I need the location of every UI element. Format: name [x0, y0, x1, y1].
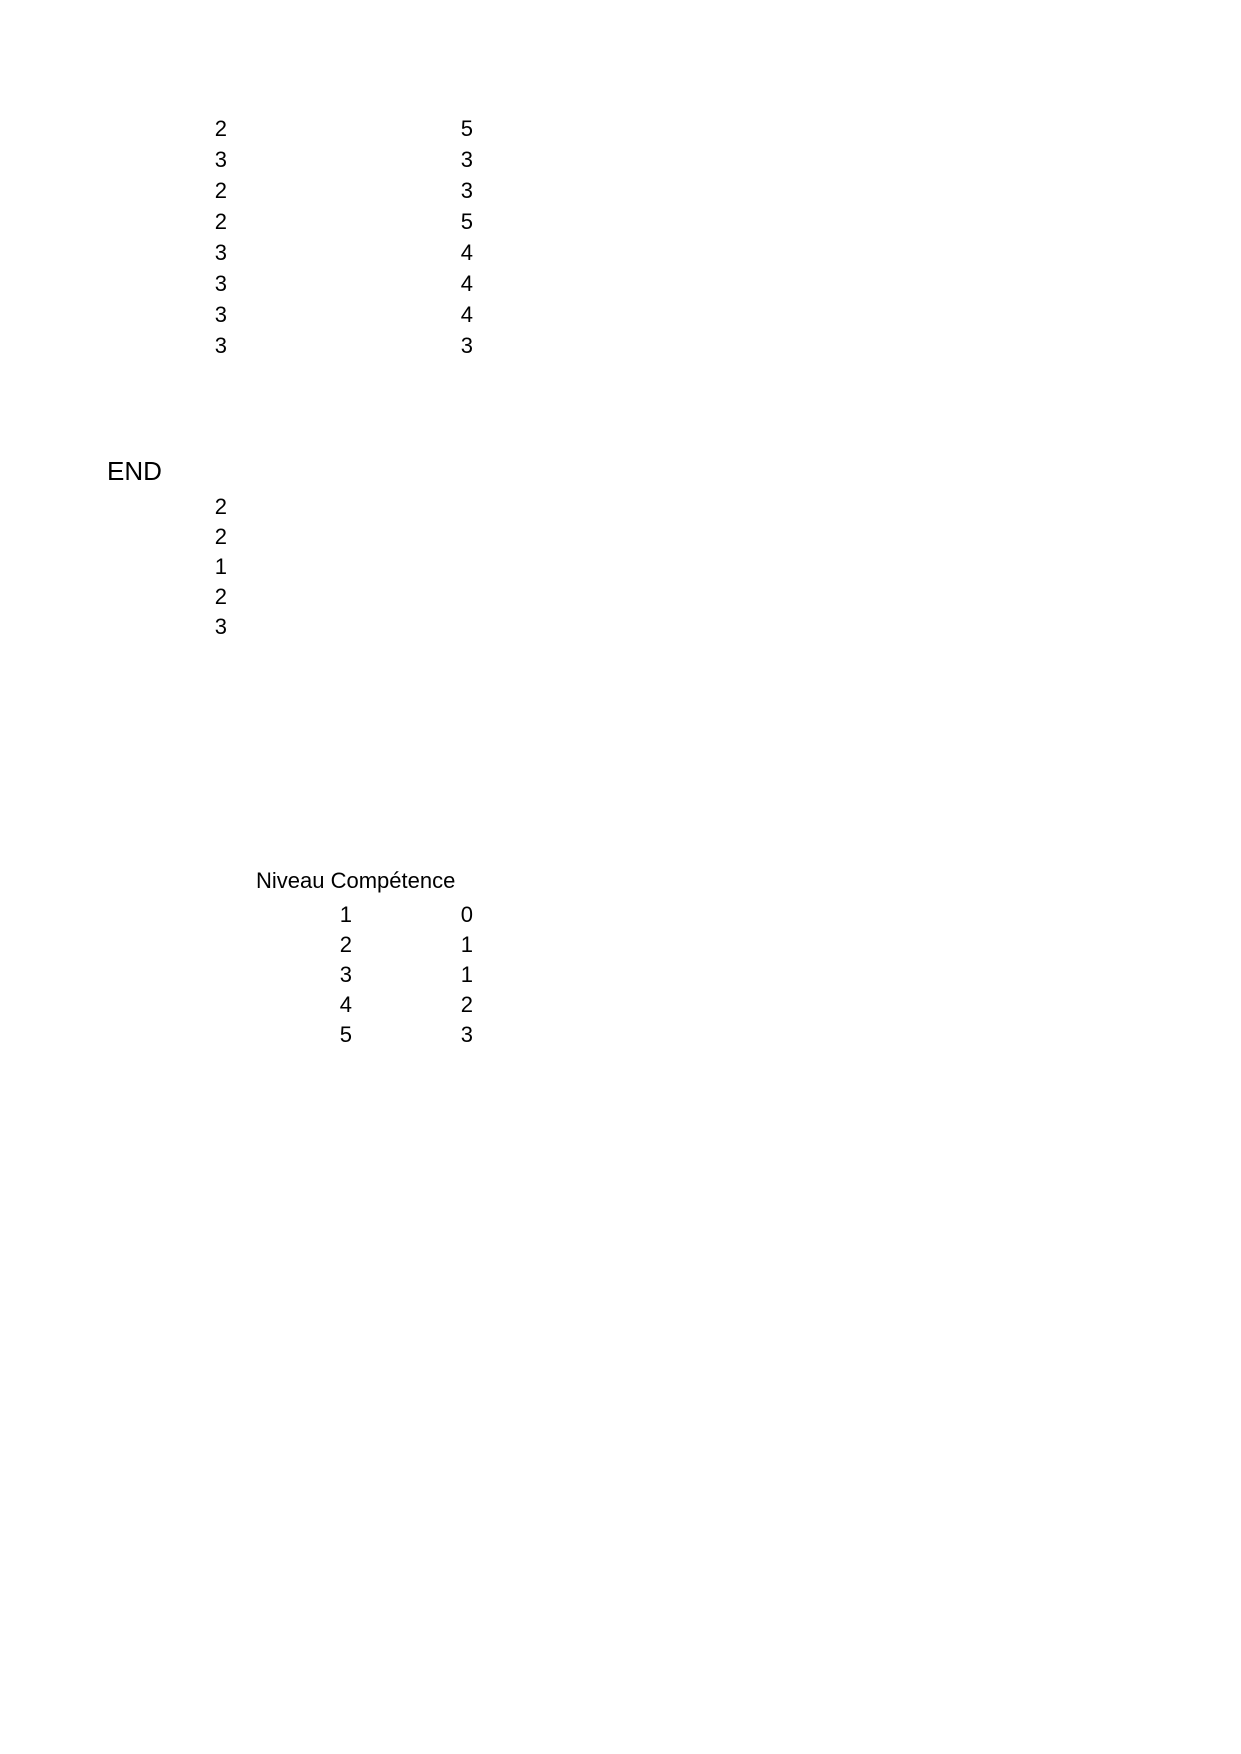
table-cell: 0: [460, 902, 473, 927]
table-row: [0, 522, 520, 552]
table-cell: 1: [214, 554, 227, 579]
table-row: [0, 113, 520, 144]
table-row: [0, 268, 520, 299]
table-cell: 5: [339, 1022, 352, 1047]
top-data-table: [0, 113, 520, 361]
table-cell: 2: [214, 209, 227, 234]
competence-table: [0, 900, 520, 1050]
table-row: [0, 492, 520, 522]
table-cell: 3: [460, 178, 473, 203]
table-row: [0, 552, 520, 582]
table-cell: 3: [214, 271, 227, 296]
table-cell: 3: [460, 333, 473, 358]
table-row: [0, 930, 520, 960]
table-row: [0, 175, 520, 206]
table-cell: 2: [214, 178, 227, 203]
competence-table-title: Niveau Compétence: [256, 868, 456, 893]
table-cell: 1: [460, 932, 473, 957]
table-cell: 5: [460, 209, 473, 234]
end-marker: END: [107, 456, 162, 486]
table-cell: 3: [214, 333, 227, 358]
table-row: [0, 1020, 520, 1050]
table-cell: 1: [339, 902, 352, 927]
table-cell: 4: [460, 240, 473, 265]
table-row: [0, 900, 520, 930]
middle-column: [0, 492, 520, 642]
table-cell: 2: [214, 524, 227, 549]
table-cell: 2: [460, 992, 473, 1017]
table-row: [0, 612, 520, 642]
table-cell: 3: [460, 1022, 473, 1047]
table-row: [0, 960, 520, 990]
table-cell: 4: [460, 302, 473, 327]
table-cell: 4: [339, 992, 352, 1017]
table-cell: 3: [339, 962, 352, 987]
table-cell: 5: [460, 116, 473, 141]
table-cell: 1: [460, 962, 473, 987]
table-cell: 3: [214, 147, 227, 172]
table-row: [0, 582, 520, 612]
table-cell: 2: [214, 584, 227, 609]
table-row: [0, 299, 520, 330]
table-cell: 4: [460, 271, 473, 296]
table-row: [0, 330, 520, 361]
table-cell: 2: [214, 116, 227, 141]
table-row: [0, 206, 520, 237]
table-cell: 3: [214, 614, 227, 639]
table-cell: 3: [460, 147, 473, 172]
table-cell: 3: [214, 240, 227, 265]
table-row: [0, 237, 520, 268]
table-row: [0, 990, 520, 1020]
table-row: [0, 144, 520, 175]
table-cell: 2: [339, 932, 352, 957]
table-cell: 2: [214, 494, 227, 519]
table-cell: 3: [214, 302, 227, 327]
